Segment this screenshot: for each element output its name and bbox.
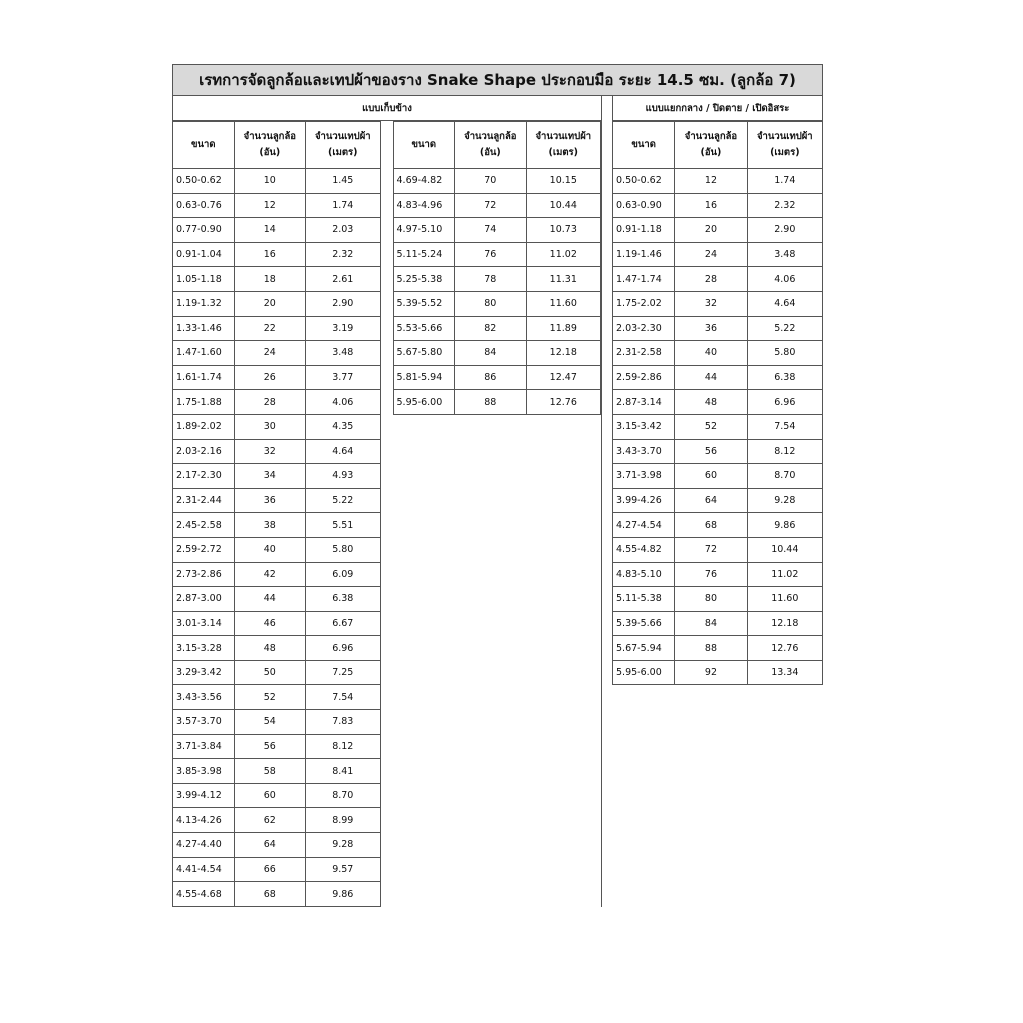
cell-size: 4.41-4.54 <box>173 857 235 882</box>
cell-tape: 3.19 <box>306 316 380 341</box>
cell-tape: 11.89 <box>526 316 600 341</box>
cell-size: 3.01-3.14 <box>173 611 235 636</box>
cell-tape: 7.25 <box>306 660 380 685</box>
cell-rollers: 58 <box>234 759 305 784</box>
cell-size: 2.45-2.58 <box>173 513 235 538</box>
table-row <box>613 636 823 661</box>
cell-tape: 8.70 <box>747 464 822 489</box>
cell-tape: 12.18 <box>526 341 600 366</box>
cell-size: 1.61-1.74 <box>173 365 235 390</box>
table-row <box>613 537 823 562</box>
table-row <box>173 341 381 366</box>
cell-rollers: 60 <box>675 464 747 489</box>
cell-size: 3.43-3.70 <box>613 439 675 464</box>
cell-size: 2.31-2.58 <box>613 341 675 366</box>
cell-tape: 11.60 <box>747 587 822 612</box>
cell-size: 2.31-2.44 <box>173 488 235 513</box>
table-row <box>393 390 601 415</box>
header-tape-line1: จำนวนเทปผ้า <box>756 131 813 142</box>
cell-rollers: 12 <box>234 193 305 218</box>
table-row <box>613 611 823 636</box>
header-rollers-line2: (อัน) <box>700 147 722 158</box>
cell-tape: 10.44 <box>747 537 822 562</box>
cell-rollers: 56 <box>675 439 747 464</box>
groups <box>172 96 823 907</box>
header-rollers-line1: จำนวนลูกล้อ <box>464 131 517 142</box>
cell-rollers: 20 <box>234 291 305 316</box>
cell-rollers: 66 <box>234 857 305 882</box>
table-row <box>393 193 601 218</box>
cell-size: 4.55-4.68 <box>173 882 235 907</box>
cell-tape: 7.54 <box>747 414 822 439</box>
cell-size: 5.95-6.00 <box>613 660 675 685</box>
cell-rollers: 88 <box>455 390 526 415</box>
cell-size: 4.97-5.10 <box>393 218 455 243</box>
table-row <box>613 439 823 464</box>
header-tape-line2: (เมตร) <box>548 147 578 158</box>
cell-tape: 1.74 <box>306 193 380 218</box>
cell-tape: 1.74 <box>747 169 822 194</box>
center-split-table <box>612 121 823 685</box>
table-row <box>173 169 381 194</box>
cell-rollers: 52 <box>675 414 747 439</box>
cell-rollers: 16 <box>234 242 305 267</box>
cell-rollers: 48 <box>234 636 305 661</box>
header-tape <box>747 122 822 169</box>
cell-size: 2.73-2.86 <box>173 562 235 587</box>
table-row <box>173 365 381 390</box>
table-row <box>173 710 381 735</box>
cell-tape: 8.41 <box>306 759 380 784</box>
cell-size: 5.11-5.38 <box>613 587 675 612</box>
cell-tape: 5.22 <box>306 488 380 513</box>
cell-size: 5.39-5.66 <box>613 611 675 636</box>
cell-tape: 12.76 <box>526 390 600 415</box>
cell-rollers: 12 <box>675 169 747 194</box>
cell-rollers: 80 <box>455 291 526 316</box>
cell-size: 4.13-4.26 <box>173 808 235 833</box>
cell-tape: 6.96 <box>747 390 822 415</box>
cell-tape: 4.06 <box>747 267 822 292</box>
cell-rollers: 64 <box>234 833 305 858</box>
cell-rollers: 32 <box>675 291 747 316</box>
cell-size: 3.15-3.28 <box>173 636 235 661</box>
cell-rollers: 30 <box>234 414 305 439</box>
cell-size: 2.87-3.00 <box>173 587 235 612</box>
header-rollers <box>455 122 526 169</box>
table-row <box>173 267 381 292</box>
table-row <box>173 759 381 784</box>
cell-size: 3.15-3.42 <box>613 414 675 439</box>
cell-tape: 2.90 <box>747 218 822 243</box>
cell-tape: 1.45 <box>306 169 380 194</box>
table-row <box>393 316 601 341</box>
table-row <box>613 390 823 415</box>
table-row <box>613 267 823 292</box>
cell-tape: 11.02 <box>747 562 822 587</box>
cell-tape: 3.77 <box>306 365 380 390</box>
header-tape <box>306 122 380 169</box>
center-split-group <box>612 96 823 685</box>
cell-rollers: 48 <box>675 390 747 415</box>
cell-size: 4.27-4.40 <box>173 833 235 858</box>
table-row <box>173 513 381 538</box>
cell-rollers: 22 <box>234 316 305 341</box>
cell-tape: 4.93 <box>306 464 380 489</box>
cell-rollers: 32 <box>234 439 305 464</box>
cell-rollers: 76 <box>455 242 526 267</box>
cell-rollers: 26 <box>234 365 305 390</box>
cell-rollers: 92 <box>675 660 747 685</box>
cell-rollers: 28 <box>675 267 747 292</box>
table-row <box>173 857 381 882</box>
cell-rollers: 34 <box>234 464 305 489</box>
rate-sheet <box>172 64 823 907</box>
cell-rollers: 18 <box>234 267 305 292</box>
cell-tape: 10.15 <box>526 169 600 194</box>
table-row <box>173 390 381 415</box>
header-tape <box>526 122 600 169</box>
cell-size: 4.83-5.10 <box>613 562 675 587</box>
cell-rollers: 40 <box>234 537 305 562</box>
header-rollers-line2: (อัน) <box>479 147 501 158</box>
header-size: ขนาด <box>173 122 235 169</box>
cell-size: 0.77-0.90 <box>173 218 235 243</box>
table-row <box>613 218 823 243</box>
cell-rollers: 84 <box>675 611 747 636</box>
table-row <box>173 537 381 562</box>
table-row <box>173 439 381 464</box>
table-row <box>393 242 601 267</box>
cell-size: 2.87-3.14 <box>613 390 675 415</box>
table-row <box>173 611 381 636</box>
cell-size: 1.75-1.88 <box>173 390 235 415</box>
cell-tape: 4.64 <box>747 291 822 316</box>
table-row <box>613 316 823 341</box>
cell-rollers: 60 <box>234 783 305 808</box>
side-stack-table-1-body <box>173 169 381 907</box>
cell-size: 0.91-1.18 <box>613 218 675 243</box>
table-row <box>173 316 381 341</box>
table-row <box>613 193 823 218</box>
cell-size: 4.83-4.96 <box>393 193 455 218</box>
cell-size: 2.03-2.16 <box>173 439 235 464</box>
cell-size: 1.05-1.18 <box>173 267 235 292</box>
cell-rollers: 24 <box>234 341 305 366</box>
table-row <box>393 267 601 292</box>
table-row <box>173 660 381 685</box>
cell-size: 3.99-4.12 <box>173 783 235 808</box>
cell-rollers: 10 <box>234 169 305 194</box>
cell-size: 3.71-3.84 <box>173 734 235 759</box>
cell-rollers: 70 <box>455 169 526 194</box>
cell-size: 1.19-1.32 <box>173 291 235 316</box>
header-size: ขนาด <box>613 122 675 169</box>
cell-tape: 9.28 <box>306 833 380 858</box>
table-row <box>173 685 381 710</box>
cell-tape: 2.32 <box>747 193 822 218</box>
cell-tape: 10.73 <box>526 218 600 243</box>
cell-size: 1.33-1.46 <box>173 316 235 341</box>
cell-tape: 12.47 <box>526 365 600 390</box>
header-tape-line1: จำนวนเทปผ้า <box>535 131 592 142</box>
cell-size: 1.89-2.02 <box>173 414 235 439</box>
cell-rollers: 40 <box>675 341 747 366</box>
header-tape-line2: (เมตร) <box>328 147 358 158</box>
header-rollers-line1: จำนวนลูกล้อ <box>684 131 738 142</box>
header-tape-line2: (เมตร) <box>770 147 800 158</box>
cell-rollers: 16 <box>675 193 747 218</box>
cell-rollers: 88 <box>675 636 747 661</box>
cell-rollers: 50 <box>234 660 305 685</box>
table-row <box>613 660 823 685</box>
cell-tape: 5.80 <box>747 341 822 366</box>
cell-rollers: 28 <box>234 390 305 415</box>
table-row <box>173 587 381 612</box>
cell-tape: 9.86 <box>747 513 822 538</box>
cell-tape: 6.38 <box>747 365 822 390</box>
cell-size: 5.25-5.38 <box>393 267 455 292</box>
header-rollers <box>675 122 747 169</box>
table-row <box>173 218 381 243</box>
cell-size: 0.50-0.62 <box>613 169 675 194</box>
cell-tape: 11.02 <box>526 242 600 267</box>
cell-rollers: 68 <box>675 513 747 538</box>
cell-rollers: 42 <box>234 562 305 587</box>
cell-tape: 2.03 <box>306 218 380 243</box>
table-row <box>613 414 823 439</box>
cell-size: 5.95-6.00 <box>393 390 455 415</box>
cell-rollers: 44 <box>675 365 747 390</box>
side-stack-heading: แบบเก็บข้าง <box>173 96 601 121</box>
cell-size: 2.17-2.30 <box>173 464 235 489</box>
cell-tape: 12.76 <box>747 636 822 661</box>
table-row <box>173 734 381 759</box>
cell-rollers: 78 <box>455 267 526 292</box>
table-row <box>613 291 823 316</box>
center-split-heading: แบบแยกกลาง / ปิดตาย / เปิดอิสระ <box>613 96 822 121</box>
cell-rollers: 80 <box>675 587 747 612</box>
cell-tape: 5.51 <box>306 513 380 538</box>
cell-tape: 13.34 <box>747 660 822 685</box>
table-row <box>173 833 381 858</box>
header-tape-line1: จำนวนเทปผ้า <box>314 131 371 142</box>
cell-tape: 9.28 <box>747 488 822 513</box>
cell-size: 0.91-1.04 <box>173 242 235 267</box>
table-header-row <box>393 122 601 169</box>
table-row <box>173 882 381 907</box>
cell-tape: 8.12 <box>747 439 822 464</box>
table-row <box>393 341 601 366</box>
cell-size: 2.59-2.86 <box>613 365 675 390</box>
cell-tape: 2.61 <box>306 267 380 292</box>
cell-tape: 8.70 <box>306 783 380 808</box>
cell-size: 2.03-2.30 <box>613 316 675 341</box>
center-split-table-body <box>613 169 823 685</box>
table-row <box>393 291 601 316</box>
cell-size: 4.55-4.82 <box>613 537 675 562</box>
table-row <box>613 365 823 390</box>
table-row <box>613 169 823 194</box>
cell-tape: 5.22 <box>747 316 822 341</box>
table-row <box>613 488 823 513</box>
header-rollers-line1: จำนวนลูกล้อ <box>243 131 296 142</box>
cell-tape: 3.48 <box>306 341 380 366</box>
table-row <box>613 587 823 612</box>
side-stack-group <box>172 96 602 907</box>
cell-tape: 2.32 <box>306 242 380 267</box>
table-row <box>173 636 381 661</box>
cell-size: 2.59-2.72 <box>173 537 235 562</box>
table-row <box>173 562 381 587</box>
cell-rollers: 68 <box>234 882 305 907</box>
cell-rollers: 62 <box>234 808 305 833</box>
table-row <box>613 242 823 267</box>
cell-rollers: 54 <box>234 710 305 735</box>
cell-tape: 8.99 <box>306 808 380 833</box>
cell-tape: 4.06 <box>306 390 380 415</box>
cell-tape: 3.48 <box>747 242 822 267</box>
cell-tape: 2.90 <box>306 291 380 316</box>
table-row <box>173 808 381 833</box>
table-row <box>173 488 381 513</box>
cell-size: 5.67-5.80 <box>393 341 455 366</box>
cell-size: 1.75-2.02 <box>613 291 675 316</box>
cell-size: 5.81-5.94 <box>393 365 455 390</box>
cell-rollers: 46 <box>234 611 305 636</box>
table-row <box>613 513 823 538</box>
table-row <box>173 193 381 218</box>
cell-rollers: 14 <box>234 218 305 243</box>
cell-size: 0.50-0.62 <box>173 169 235 194</box>
side-stack-table-2 <box>393 121 602 415</box>
cell-rollers: 76 <box>675 562 747 587</box>
table-row <box>173 291 381 316</box>
cell-size: 1.47-1.74 <box>613 267 675 292</box>
cell-tape: 11.60 <box>526 291 600 316</box>
cell-size: 3.57-3.70 <box>173 710 235 735</box>
cell-size: 5.53-5.66 <box>393 316 455 341</box>
header-rollers-line2: (อัน) <box>259 147 281 158</box>
cell-tape: 10.44 <box>526 193 600 218</box>
cell-size: 5.11-5.24 <box>393 242 455 267</box>
cell-rollers: 86 <box>455 365 526 390</box>
cell-rollers: 36 <box>234 488 305 513</box>
header-rollers <box>234 122 305 169</box>
cell-tape: 6.96 <box>306 636 380 661</box>
cell-tape: 9.57 <box>306 857 380 882</box>
sheet-title: เรทการจัดลูกล้อและเทปผ้าของราง Snake Shape ประกอบมือ ระยะ 14.5 ซม. (ลูกล้อ 7) <box>172 64 823 96</box>
cell-tape: 7.54 <box>306 685 380 710</box>
cell-tape: 7.83 <box>306 710 380 735</box>
cell-tape: 6.67 <box>306 611 380 636</box>
cell-size: 3.99-4.26 <box>613 488 675 513</box>
side-stack-tables <box>173 121 601 907</box>
cell-rollers: 24 <box>675 242 747 267</box>
side-stack-table-2-body <box>393 169 601 415</box>
cell-rollers: 84 <box>455 341 526 366</box>
cell-tape: 6.09 <box>306 562 380 587</box>
cell-rollers: 82 <box>455 316 526 341</box>
cell-size: 5.39-5.52 <box>393 291 455 316</box>
cell-size: 4.69-4.82 <box>393 169 455 194</box>
table-row <box>173 414 381 439</box>
cell-rollers: 72 <box>455 193 526 218</box>
cell-size: 3.71-3.98 <box>613 464 675 489</box>
cell-size: 3.85-3.98 <box>173 759 235 784</box>
table-row <box>613 464 823 489</box>
table-row <box>613 341 823 366</box>
table-row <box>393 169 601 194</box>
table-row <box>173 783 381 808</box>
cell-size: 4.27-4.54 <box>613 513 675 538</box>
table-header-row <box>613 122 823 169</box>
cell-tape: 4.64 <box>306 439 380 464</box>
cell-rollers: 36 <box>675 316 747 341</box>
cell-rollers: 56 <box>234 734 305 759</box>
cell-size: 3.43-3.56 <box>173 685 235 710</box>
cell-tape: 9.86 <box>306 882 380 907</box>
cell-tape: 8.12 <box>306 734 380 759</box>
table-row <box>393 218 601 243</box>
table-row <box>393 365 601 390</box>
table-row <box>173 242 381 267</box>
side-stack-table-1 <box>172 121 381 907</box>
cell-tape: 4.35 <box>306 414 380 439</box>
cell-rollers: 20 <box>675 218 747 243</box>
cell-size: 0.63-0.90 <box>613 193 675 218</box>
cell-size: 1.19-1.46 <box>613 242 675 267</box>
cell-rollers: 44 <box>234 587 305 612</box>
cell-rollers: 52 <box>234 685 305 710</box>
table-row <box>173 464 381 489</box>
cell-tape: 12.18 <box>747 611 822 636</box>
cell-rollers: 72 <box>675 537 747 562</box>
cell-rollers: 38 <box>234 513 305 538</box>
header-size: ขนาด <box>393 122 455 169</box>
cell-rollers: 74 <box>455 218 526 243</box>
cell-tape: 6.38 <box>306 587 380 612</box>
cell-rollers: 64 <box>675 488 747 513</box>
table-header-row <box>173 122 381 169</box>
cell-size: 5.67-5.94 <box>613 636 675 661</box>
cell-size: 3.29-3.42 <box>173 660 235 685</box>
cell-size: 1.47-1.60 <box>173 341 235 366</box>
cell-tape: 5.80 <box>306 537 380 562</box>
cell-size: 0.63-0.76 <box>173 193 235 218</box>
cell-tape: 11.31 <box>526 267 600 292</box>
table-row <box>613 562 823 587</box>
